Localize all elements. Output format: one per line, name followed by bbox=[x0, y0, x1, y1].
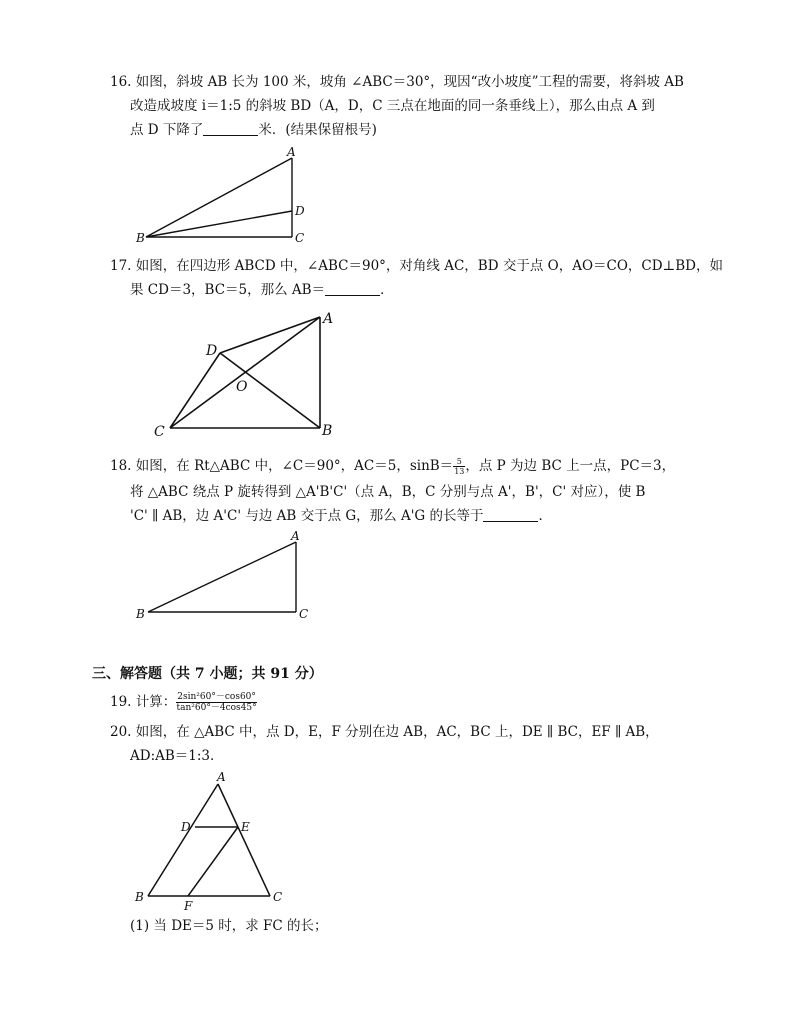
q20-number: 20. bbox=[110, 724, 132, 740]
q20-label-d: D bbox=[181, 820, 191, 834]
q20-part-1: (1) 当 DE＝5 时，求 FC 的长； bbox=[130, 918, 328, 934]
q18-sin-fraction bbox=[453, 457, 465, 476]
q17-text-line-1 bbox=[110, 256, 723, 276]
q16-text-line-3 bbox=[130, 120, 377, 140]
q20-text-line-1 bbox=[110, 722, 659, 742]
q17-segment-dc bbox=[170, 353, 220, 428]
q20-figure bbox=[130, 770, 300, 913]
q17-diagonal-db bbox=[220, 353, 320, 428]
q18-text-line-3 bbox=[130, 506, 552, 526]
q18-number: 18. bbox=[110, 458, 132, 474]
q19-fraction bbox=[176, 692, 257, 713]
q16-line-2: 改造成坡度 i＝1:5 的斜坡 BD（A，D，C 三点在地面的同一条垂线上），那么由点 A 到 bbox=[130, 98, 655, 114]
q18-line-3a: 'C' ∥ AB，边 A'C' 与边 AB 交于点 G，那么 A'G 的长等于 bbox=[130, 508, 484, 524]
q17-label-b: B bbox=[322, 423, 333, 439]
q16-line-3a: 点 D 下降了 bbox=[130, 122, 204, 138]
q17-label-d: D bbox=[206, 343, 218, 359]
q19-numerator: 2sin²60°－cos60° bbox=[177, 692, 256, 702]
q18-segment-ba bbox=[148, 542, 296, 612]
q17-text-line-2 bbox=[130, 280, 394, 300]
q18-sin-denominator: 13 bbox=[454, 467, 465, 476]
q17-line-2a: 果 CD＝3，BC＝5，那么 AB＝ bbox=[130, 282, 326, 298]
q18-label-c: C bbox=[299, 607, 309, 621]
q16-answer-blank[interactable] bbox=[203, 121, 258, 136]
q17-answer-blank[interactable] bbox=[325, 281, 380, 296]
q18-label-a: A bbox=[291, 529, 300, 543]
q16-figure bbox=[130, 144, 320, 244]
q17-label-a: A bbox=[323, 311, 334, 327]
section-3-title: 三、解答题（共 7 小题；共 91 分） bbox=[92, 666, 323, 682]
q16-line-3b: 米．(结果保留根号) bbox=[258, 122, 377, 138]
q18-sin-numerator: 5 bbox=[453, 457, 465, 467]
q16-label-d: D bbox=[295, 204, 305, 218]
q17-segment-ad bbox=[220, 317, 320, 353]
q18-line-1a: 如图，在 Rt△ABC 中，∠C＝90°，AC＝5，sinB＝ bbox=[135, 458, 454, 474]
q17-label-c: C bbox=[154, 424, 165, 440]
q16-segment-ba bbox=[146, 158, 292, 237]
q18-line-2: 将 △ABC 绕点 P 旋转得到 △A'B'C'（点 A，B，C 分别与点 A'，B'，C' 对应），使 B bbox=[130, 484, 646, 500]
q16-label-b: B bbox=[136, 231, 145, 245]
q20-label-c: C bbox=[273, 890, 283, 904]
q18-figure bbox=[130, 528, 320, 628]
q19-text bbox=[110, 692, 257, 713]
q20-segment-ab bbox=[148, 784, 218, 896]
q18-line-3b: ． bbox=[538, 508, 552, 524]
q19-number: 19. bbox=[110, 694, 132, 710]
q17-label-o: O bbox=[236, 379, 248, 395]
q20-label-a: A bbox=[217, 770, 226, 784]
q17-line-2b: ． bbox=[380, 282, 394, 298]
q16-number: 16. bbox=[110, 74, 132, 90]
q18-answer-blank[interactable] bbox=[483, 507, 538, 522]
q20-line-2: AD:AB＝1:3． bbox=[130, 748, 224, 764]
q20-label-f: F bbox=[184, 899, 193, 913]
q19-denominator: tan²60°－4cos45° bbox=[176, 703, 257, 713]
q19-label: 计算： bbox=[135, 694, 177, 710]
q18-label-b: B bbox=[136, 607, 145, 621]
q18-line-1b: ，点 P 为边 BC 上一点，PC＝3， bbox=[465, 458, 676, 474]
q20-segment-ac bbox=[218, 784, 270, 896]
q16-line-1: 如图，斜坡 AB 长为 100 米，坡角 ∠ABC＝30°，现因“改小坡度”工程的需要，将斜坡 AB bbox=[135, 74, 684, 90]
q20-segment-ef bbox=[188, 827, 238, 896]
q18-text-line-1 bbox=[110, 456, 675, 476]
q20-label-b: B bbox=[135, 890, 144, 904]
q17-figure bbox=[150, 305, 350, 440]
q17-number: 17. bbox=[110, 258, 132, 274]
q16-label-a: A bbox=[287, 145, 296, 159]
q16-text-line-1 bbox=[110, 72, 684, 92]
q20-label-e: E bbox=[241, 820, 250, 834]
q17-line-1: 如图，在四边形 ABCD 中，∠ABC＝90°，对角线 AC，BD 交于点 O，AO＝CO，CD⊥BD，如 bbox=[135, 258, 723, 274]
q20-line-1: 如图，在 △ABC 中，点 D，E，F 分别在边 AB，AC，BC 上，DE ∥ BC，EF ∥ AB， bbox=[135, 724, 659, 740]
q16-segment-bd bbox=[146, 211, 292, 237]
q16-label-c: C bbox=[295, 231, 305, 245]
